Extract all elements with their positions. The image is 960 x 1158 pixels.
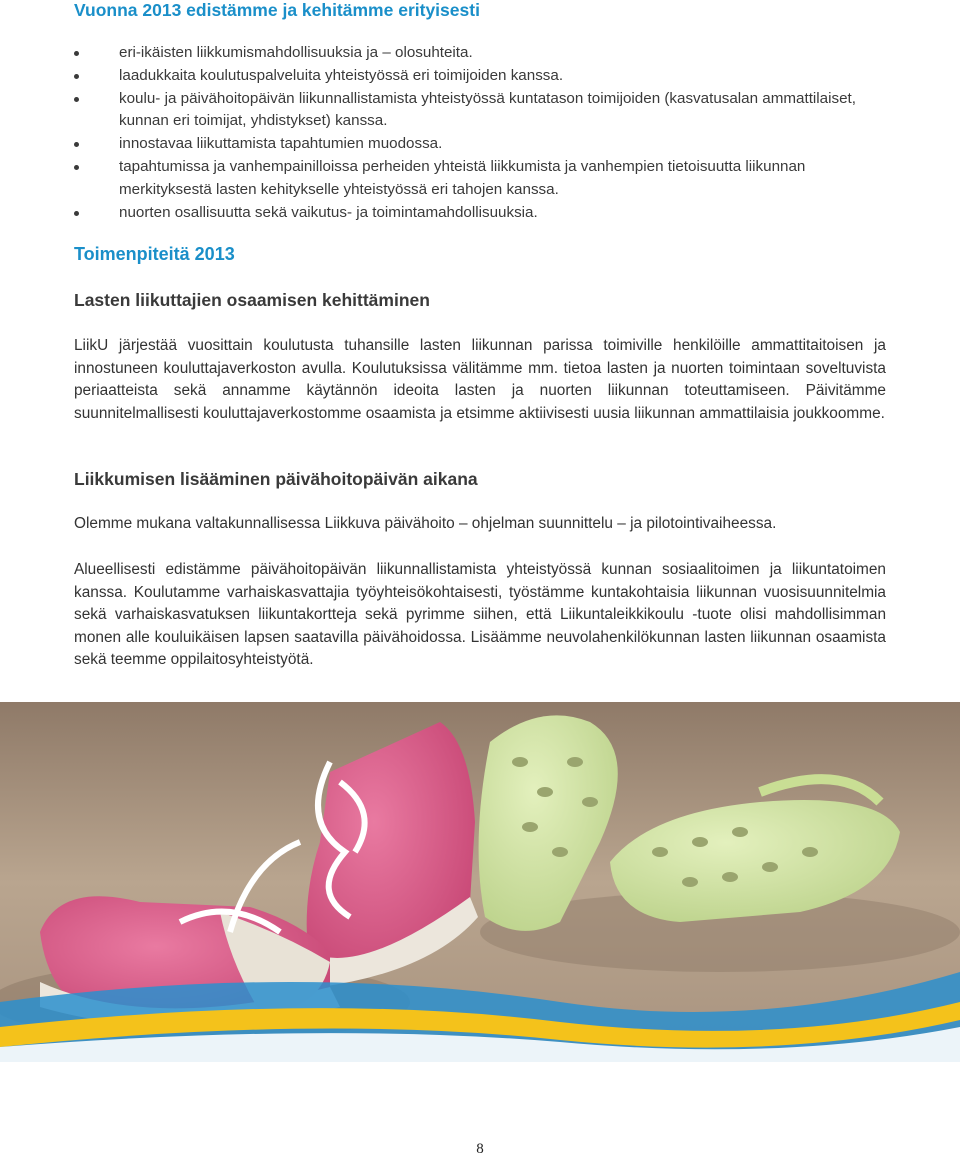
list-item: [74, 133, 894, 156]
bullet-text: eri-ikäisten liikkumismahdollisuuksia ja – olosuhteita.: [119, 44, 473, 61]
subheading-daycare: Liikkumisen lisääminen päivähoitopäivän aikana: [74, 469, 478, 489]
bullet-text: laadukkaita koulutuspalveluita yhteistyössä eri toimijoiden kanssa.: [119, 66, 564, 84]
shoes-illustration: [0, 702, 960, 1062]
shoes-on-sand-photo: [0, 702, 960, 1062]
page-number: 8: [476, 1141, 484, 1157]
list-item: [74, 88, 894, 134]
bullet-text: tapahtumissa ja vanhempainilloissa perheiden yhteistä liikkumista ja vanhempien tietoisuutta liikunnan merkityksestä lasten kehitykselle yhteistyössä eri tahojen kanssa.: [119, 157, 806, 198]
bullet-icon: [74, 165, 79, 170]
paragraph-trainers: LiikU järjestää vuosittain koulutusta tuhansille lasten liikunnan parissa toimiville henkilöille ammattitaitoisen ja innostuneen kouluttajaverkoston avulla. Koulutuksissa välitämme mm. tietoa lasten ja nuorten toimintaan soveltuvista periaatteista sekä annamme käytännön ideoita lasten ja nuorten liikunnan toteuttamiseen. Päivitämme suunnitelmallisesti kouluttajaverkostomme osaamista ja etsimme aktiivisesti uusia liikunnan ammattilaisia joukkoomme.: [74, 337, 886, 422]
list-item: [74, 42, 894, 65]
bullet-icon: [74, 97, 79, 102]
list-item: [74, 65, 894, 88]
bullet-text: nuorten osallisuutta sekä vaikutus- ja toimintamahdollisuuksia.: [119, 203, 538, 221]
bullet-icon: [74, 51, 79, 56]
paragraph-daycare-regional: Alueellisesti edistämme päivähoitopäivän liikunnallistamista yhteistyössä kunnan sosiaalitoimen ja liikuntatoimen kanssa. Koulutamme varhaiskasvattajia työyhteisökohtaisesti, työstämme kuntakohtaisia liikunnan vuosisuunnitelmia sekä varhaiskasvatuksen liikuntakortteja sekä pyrimme siihen, että Liikuntaleikkikoulu -tuote olisi mahdollisimman monen alle kouluikäisen lapsen saatavilla päivähoidossa. Lisäämme neuvolahenkilökunnan lasten liikunnan osaamista sekä teemme oppilaitosyhteistyötä.: [74, 561, 886, 669]
subheading-trainers: Lasten liikuttajien osaamisen kehittäminen: [74, 290, 430, 310]
list-item: [74, 202, 894, 225]
bullet-icon: [74, 211, 79, 216]
bullet-text: koulu- ja päivähoitopäivän liikunnallistamista yhteistyössä kuntatason toimijoiden (kasvatusalan ammattilaiset, kunnan eri toimijat, yhdistykset) kanssa.: [119, 89, 856, 130]
measures-heading: Toimenpiteitä 2013: [74, 244, 235, 264]
list-item: [74, 156, 894, 202]
section-heading: Vuonna 2013 edistämme ja kehitämme erityisesti: [74, 0, 480, 20]
bullet-icon: [74, 74, 79, 79]
bullet-text: innostavaa liikuttamista tapahtumien muodossa.: [119, 135, 443, 153]
bullet-icon: [74, 142, 79, 147]
paragraph-daycare-program: Olemme mukana valtakunnallisessa Liikkuva päivähoito – ohjelman suunnittelu – ja pilotointivaiheessa.: [74, 515, 777, 532]
goals-bullet-list: [74, 42, 894, 224]
